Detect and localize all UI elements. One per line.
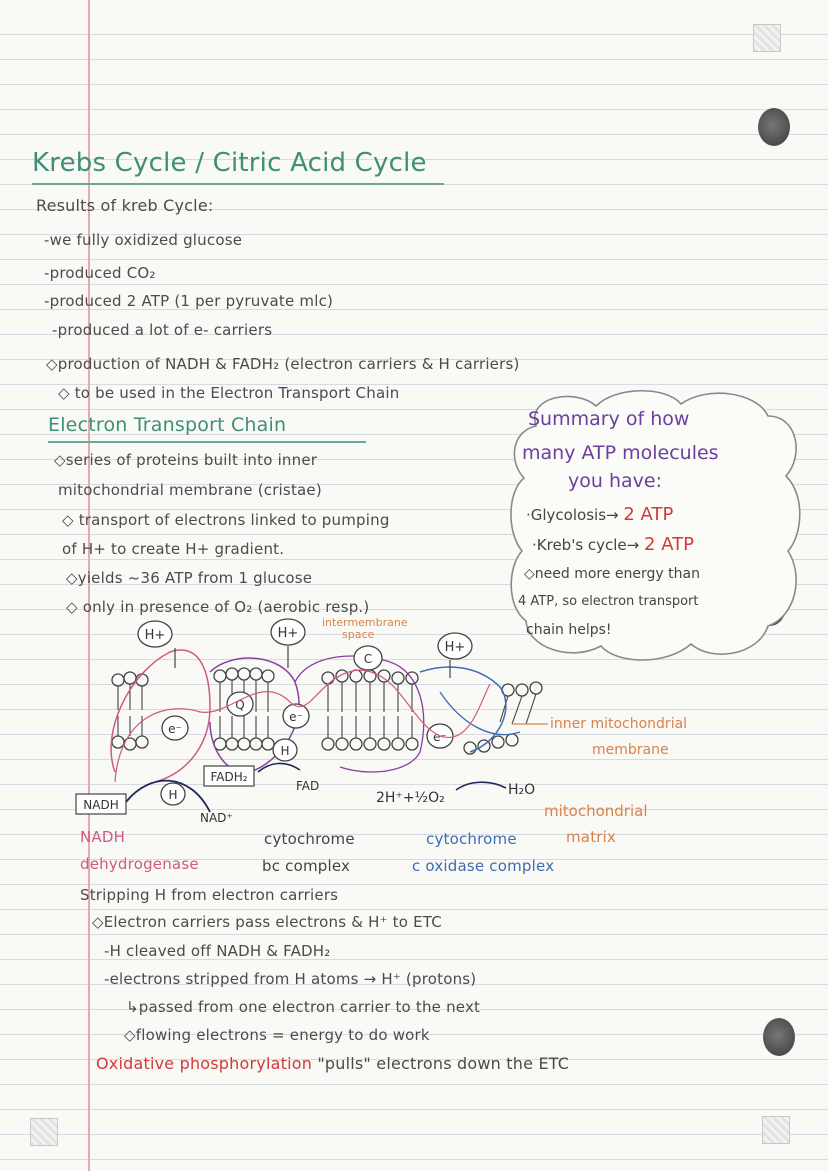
krebs-item: -produced a lot of e- carriers xyxy=(52,321,273,339)
h-plus-label: H+ xyxy=(144,628,166,643)
krebs-heading: Results of kreb Cycle: xyxy=(36,196,214,215)
etc-item: ◇ transport of electrons linked to pumping xyxy=(62,511,390,529)
etc-title-underline xyxy=(48,441,366,443)
stripping-item: ↳passed from one electron carrier to the next xyxy=(126,998,481,1016)
etc-item: ◇yields ~36 ATP from 1 glucose xyxy=(66,569,313,587)
nad-label: NAD⁺ xyxy=(200,811,233,822)
glycolysis-label: ·Glycolosis→ xyxy=(526,506,619,524)
etc-title: Electron Transport Chain xyxy=(48,414,287,436)
water-label: H₂O xyxy=(508,782,536,798)
binder-hole xyxy=(758,108,790,146)
oxidative-phosphorylation-line xyxy=(96,1054,569,1073)
corner-mark-icon xyxy=(762,1116,790,1144)
matrix-label: mitochondrial xyxy=(544,802,648,820)
summary-title-line: you have: xyxy=(568,470,662,492)
intermembrane-label: space xyxy=(342,628,375,641)
oxidative-phosphorylation-term: Oxidative phosphorylation xyxy=(96,1054,313,1073)
cytochrome-c-label: C xyxy=(363,652,373,666)
summary-need-line: 4 ATP, so electron transport xyxy=(518,594,699,609)
intermembrane-label: intermembrane xyxy=(322,616,408,629)
glycolysis-value: 2 ATP xyxy=(623,504,674,525)
complex-label-bc: bc complex xyxy=(262,857,351,875)
summary-need-line: ◇need more energy than xyxy=(524,566,700,582)
title-underline xyxy=(32,183,444,185)
etc-item: ◇ only in presence of O₂ (aerobic resp.) xyxy=(66,598,370,616)
summary-glycolysis xyxy=(526,504,673,525)
stripping-item: -H cleaved off NADH & FADH₂ xyxy=(104,942,331,960)
etc-item: ◇series of proteins built into inner xyxy=(54,451,318,469)
krebs-item: -produced CO₂ xyxy=(44,264,156,282)
complex-label-nadh: dehydrogenase xyxy=(80,855,199,873)
stripping-item: ◇Electron carriers pass electrons & H⁺ to ETC xyxy=(92,913,442,931)
hydrogen-label: H xyxy=(280,744,290,758)
corner-mark-icon xyxy=(30,1118,58,1146)
complex-i-outline xyxy=(111,650,210,782)
hydrogen-label: H xyxy=(168,788,178,802)
stripping-item: -electrons stripped from H atoms → H⁺ (protons) xyxy=(104,970,477,988)
krebs-label: ·Kreb's cycle→ xyxy=(532,536,640,554)
etc-item: mitochondrial membrane (cristae) xyxy=(58,481,322,499)
complex-label-oxidase: c oxidase complex xyxy=(412,857,555,875)
complex-label-nadh: NADH xyxy=(80,828,126,846)
etc-item: of H+ to create H+ gradient. xyxy=(62,540,285,558)
summary-need-line: chain helps! xyxy=(526,622,612,638)
complex-iii-outline-b xyxy=(295,656,424,772)
fadh2-label: FADH₂ xyxy=(210,770,248,784)
nadh-label: NADH xyxy=(83,798,119,812)
stripping-item: ◇flowing electrons = energy to do work xyxy=(124,1026,430,1044)
h-plus-label: H+ xyxy=(444,640,466,655)
complex-label-bc: cytochrome xyxy=(264,830,355,848)
page-title: Krebs Cycle / Citric Acid Cycle xyxy=(32,148,427,178)
electron-label: e⁻ xyxy=(433,730,447,744)
water-equation: 2H⁺+½O₂ xyxy=(376,790,445,806)
krebs-item: ◇ to be used in the Electron Transport Chain xyxy=(58,384,400,402)
matrix-label: matrix xyxy=(566,828,617,846)
oxidative-phosphorylation-rest: "pulls" electrons down the ETC xyxy=(317,1054,570,1073)
q-label: Q xyxy=(235,698,245,712)
summary-krebs xyxy=(532,534,694,555)
inner-membrane-label: membrane xyxy=(592,742,669,758)
krebs-item: -we fully oxidized glucose xyxy=(44,231,243,249)
corner-mark-icon xyxy=(753,24,781,52)
water-arrow xyxy=(456,782,506,790)
krebs-item: ◇production of NADH & FADH₂ (electron carriers & H carriers) xyxy=(46,355,520,373)
h-plus-label: H+ xyxy=(277,626,299,641)
electron-label: e⁻ xyxy=(289,710,303,724)
fad-label: FAD xyxy=(296,779,320,793)
complex-label-oxidase: cytochrome xyxy=(426,830,517,848)
summary-title-line: many ATP molecules xyxy=(522,442,719,464)
krebs-value: 2 ATP xyxy=(644,534,694,555)
inner-membrane-label: inner mitochondrial xyxy=(550,716,688,732)
summary-title-line: Summary of how xyxy=(528,408,690,430)
etc-diagram xyxy=(60,612,760,822)
electron-label: e⁻ xyxy=(168,722,182,736)
stripping-heading: Stripping H from electron carriers xyxy=(80,886,339,904)
krebs-item: -produced 2 ATP (1 per pyruvate mlc) xyxy=(44,292,334,310)
complex-iv-outline-b xyxy=(440,692,520,735)
binder-hole xyxy=(763,1018,795,1056)
